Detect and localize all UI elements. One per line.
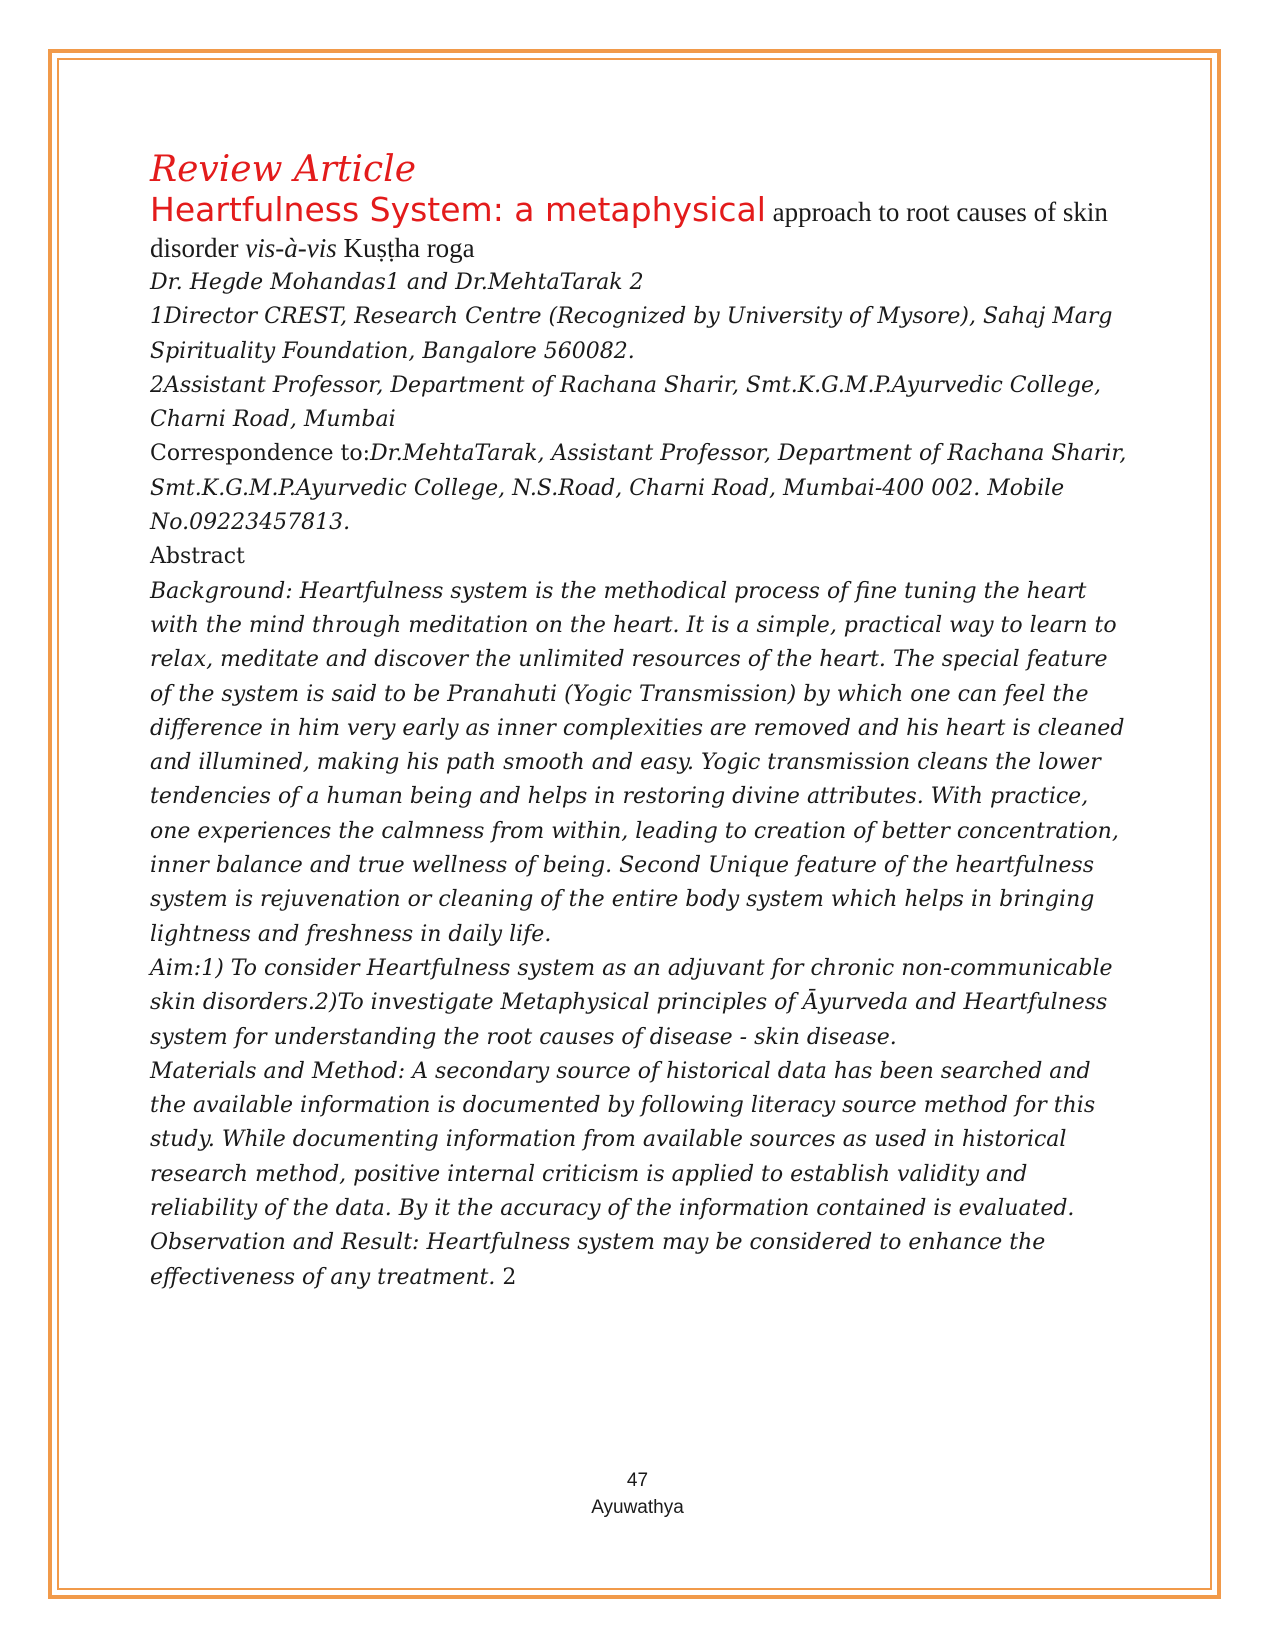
correspondence-label: Correspondence to:: [150, 441, 371, 467]
article-title: [150, 192, 1130, 266]
article-title-red: Heartfulness System: a metaphysical: [150, 190, 766, 229]
abstract-aim: Aim:1) To consider Heartfulness system as an adjuvant for chronic non-communicable skin disorders.2)To investigate Metaphysical principles of Āyurveda and Heartfulness system for understanding the root causes of disease - skin disease.: [150, 955, 1113, 1050]
article-title-part3: Kuṣṭha roga: [336, 233, 475, 263]
correspondence: [150, 437, 1130, 540]
journal-name: Ayuwathya: [591, 1497, 684, 1518]
article-title-italic: vis-à-vis: [245, 233, 337, 263]
authors: Dr. Hegde Mohandas1 and Dr.MehtaTarak 2: [150, 270, 644, 295]
page-number: 47: [626, 1470, 649, 1491]
article-title-part2: approach to root causes of skin disorder: [150, 197, 1108, 263]
affiliation-2: 2Assistant Professor, Department of Rachana Sharir, Smt.K.G.M.P.Ayurvedic College, Charni Road, Mumbai: [150, 372, 1102, 433]
abstract-observation-text: Observation and Result: Heartfulness system may be considered to enhance the effectiveness of any treatment.: [150, 1230, 1046, 1290]
abstract-observation-ref: 2: [495, 1264, 517, 1290]
abstract-background: Background: Heartfulness system is the methodical process of fine tuning the heart with the mind through meditation on the heart. It is a simple, practical way to learn to relax, meditate and discover the unlimited resources of the heart. The special feature of the system is said to be Pranahuti (Yogic Transmission) by which one can feel the difference in him very early as inner complexities are removed and his heart is cleaned and illumined, making his path smooth and easy. Yogic transmission cleans the lower tendencies of a human being and helps in restoring divine attributes. With practice, one experiences the calmness from within, leading to creation of better concentration, inner balance and true wellness of being. Second Unique feature of the heartfulness system is rejuvenation or cleaning of the entire body system which helps in bringing lightness and freshness in daily life.: [150, 578, 1125, 947]
abstract-methods: Materials and Method: A secondary source of historical data has been searched and the available information is documented by following literacy source method for this study. While documenting information from available sources as used in historical research method, positive internal criticism is applied to establish validity and reliability of the data. By it the accuracy of the information contained is evaluated.: [150, 1058, 1096, 1222]
article-content: [150, 148, 1130, 1295]
affiliation-1: 1Director CREST, Research Centre (Recognized by University of Mysore), Sahaj Marg Spirituality Foundation, Bangalore 560082.: [150, 304, 1113, 364]
correspondence-text: Dr.MehtaTarak, Assistant Professor, Department of Rachana Sharir, Smt.K.G.M.P.Ayurvedic College, N.S.Road, Charni Road, Mumbai-400 002. Mobile No.09223457813.: [150, 441, 1127, 536]
abstract-heading: Abstract: [150, 544, 245, 570]
article-type-label: Review Article: [150, 149, 416, 190]
abstract-observation: [150, 1226, 1130, 1295]
